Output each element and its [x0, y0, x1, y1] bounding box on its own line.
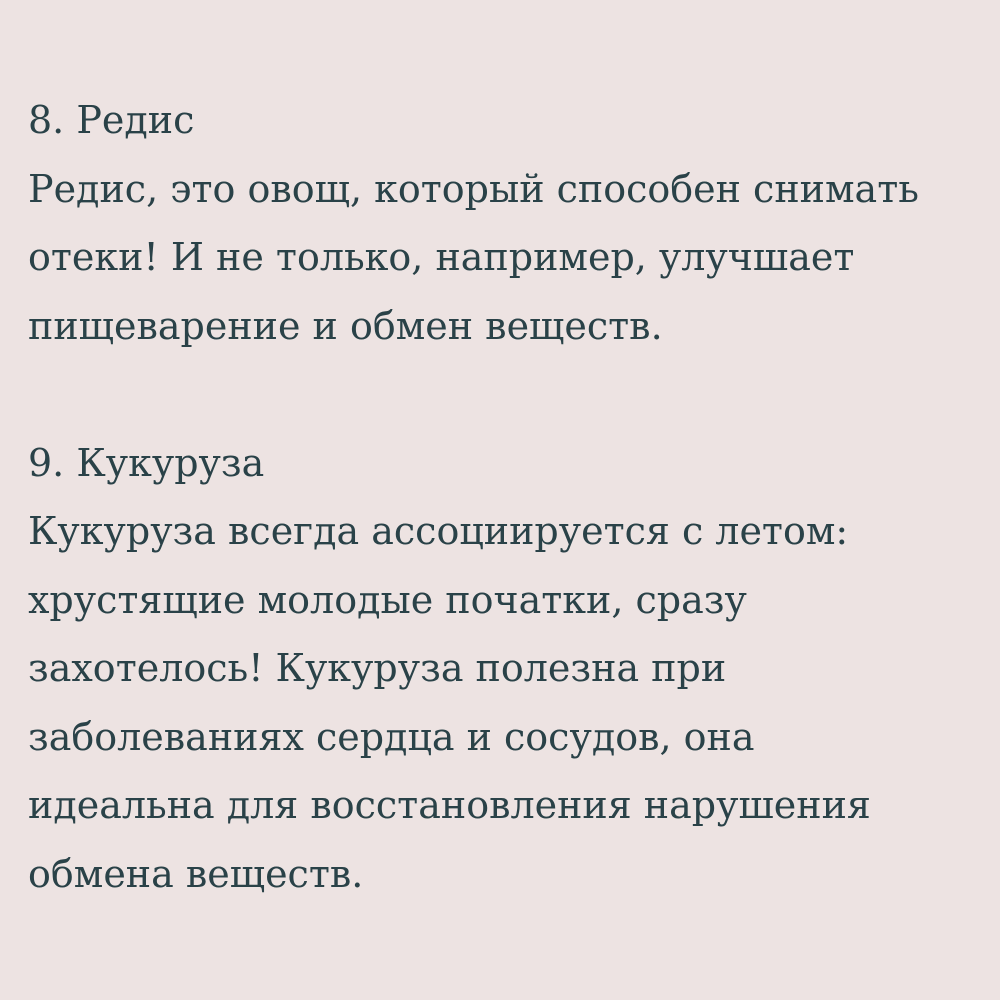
- body-line: Редис, это овощ, который способен снимать: [28, 166, 919, 211]
- section-corn: [28, 429, 988, 909]
- paragraph-spacer: [28, 360, 988, 429]
- body-line: Кукуруза всегда ассоциируется с летом:: [28, 509, 849, 553]
- body-line: хрустящие молодые початки, сразу: [28, 577, 747, 622]
- section-heading: 9. Кукуруза: [28, 440, 265, 485]
- body-line: захотелось! Кукуруза полезна при: [28, 646, 727, 690]
- body-line: обмена веществ.: [28, 851, 364, 896]
- section-heading: 8. Редис: [28, 98, 195, 142]
- text-block: [28, 86, 988, 908]
- body-line: идеальна для восстановления нарушения: [28, 783, 871, 827]
- body-line: отеки! И не только, например, улучшает: [28, 235, 855, 279]
- body-line: заболеваниях сердца и сосудов, она: [28, 714, 755, 759]
- section-radish: [28, 86, 988, 360]
- body-line: пищеварение и обмен веществ.: [28, 303, 663, 348]
